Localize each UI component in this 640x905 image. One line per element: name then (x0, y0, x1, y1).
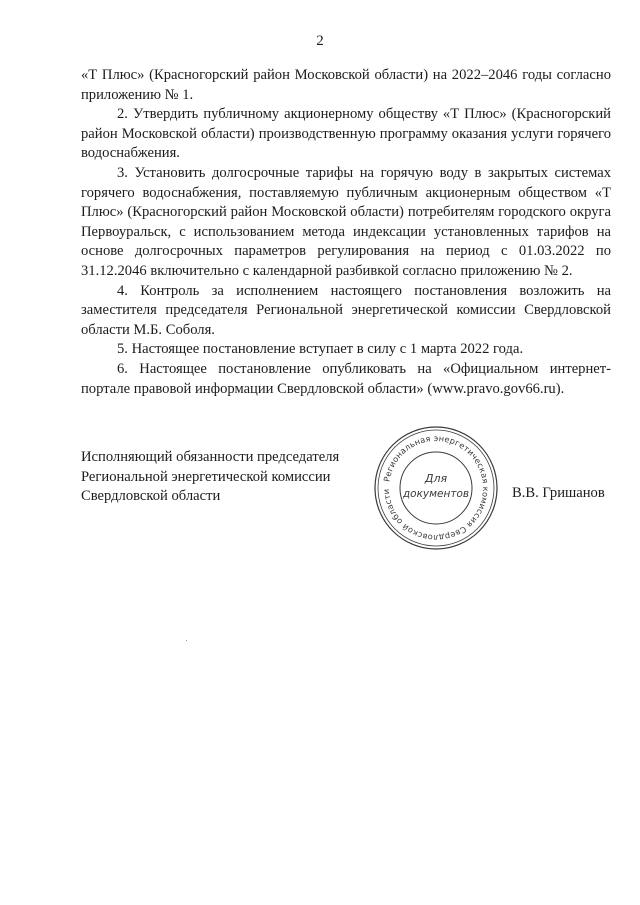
official-stamp (372, 424, 500, 552)
signatory-title (81, 448, 381, 507)
stamp-center-line-1: Для (424, 472, 448, 485)
signatory-title-line-3: Свердловской области (81, 488, 221, 505)
stamp-center-line-2: документов (402, 488, 470, 500)
page-number: 2 (316, 33, 324, 49)
paragraph-2: 2. Утвердить публичному акционерному обществу «Т Плюс» (Красногорский район Московской области) производственную программу оказания услуги горячего водоснабжения. (81, 106, 611, 162)
signatory-name: В.В. Гришанов (512, 485, 605, 501)
scan-speck (186, 640, 187, 641)
stamp-seal-icon (372, 424, 500, 552)
paragraph-continuation: «Т Плюс» (Красногорский район Московской области) на 2022–2046 годы согласно приложению № 1. (81, 67, 611, 103)
paragraph-6: 6. Настоящее постановление опубликовать на «Официальном интернет-портале правовой информации Свердловской области» (www.pravo.gov66.ru). (81, 360, 611, 397)
paragraph-5: 5. Настоящее постановление вступает в силу с 1 марта 2022 года. (117, 341, 524, 358)
paragraph-3: 3. Установить долгосрочные тарифы на горячую воду в закрытых системах горячего водоснабжения, поставляемую публичным акционерным обществом «Т Плюс» (Красногорский район Московской области) потребителям городского округа Первоуральск, с использованием метода индексации установленных тарифов на основе долгосрочных параметров регулирования на период с 01.03.2022 по 31.12.2046 включительно с календарной разбивкой согласно приложению № 2. (81, 164, 611, 279)
signatory-title-line-2: Региональной энергетической комиссии (81, 468, 331, 485)
signatory-title-line-1: Исполняющий обязанности председателя (81, 449, 340, 465)
stamp-ring-text: Региональная энергетическая комиссия Свердловской области (380, 432, 492, 544)
document-body (81, 66, 611, 399)
paragraph-4: 4. Контроль за исполнением настоящего постановления возложить на заместителя председателя Региональной энергетической комиссии Свердловской области М.Б. Соболя. (81, 282, 611, 338)
